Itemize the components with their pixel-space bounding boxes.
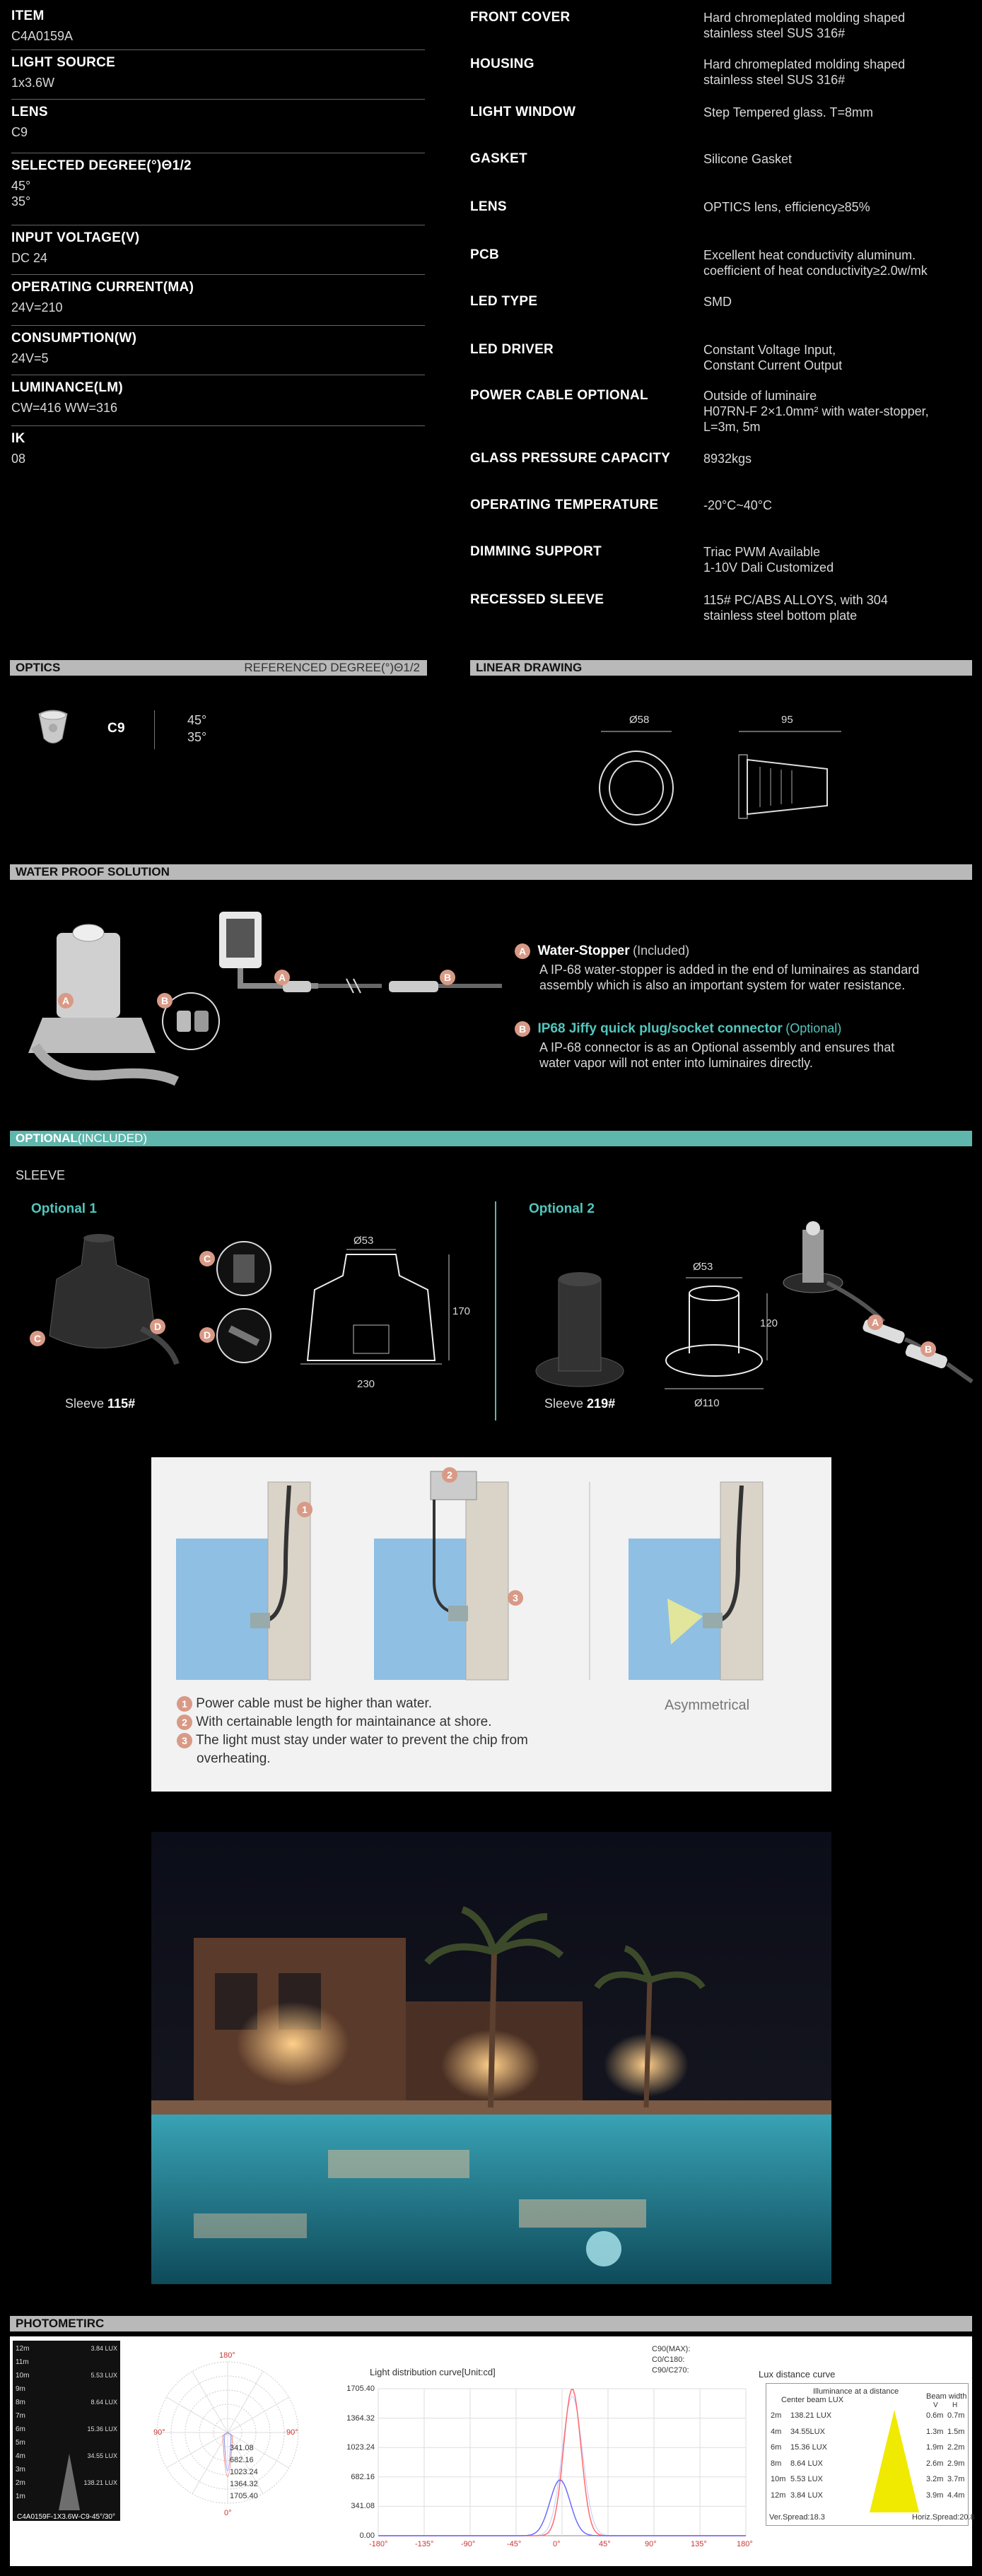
lux-row-h: 3.7m	[947, 2475, 965, 2483]
polar-left-label: 90°	[153, 2428, 165, 2437]
curve-x-tick: -180°	[369, 2540, 388, 2548]
lux-row-lux: 138.21 LUX	[790, 2411, 832, 2420]
sleeve-219-illustration	[534, 1265, 626, 1389]
lux-row-lux: 8.64 LUX	[790, 2459, 823, 2468]
sleeve-115-drawing	[293, 1247, 456, 1375]
spec-right-label: LENS	[470, 199, 507, 214]
lux-row-h: 4.4m	[947, 2490, 965, 2500]
waterproof-b-marker: B	[515, 1021, 530, 1037]
sleeve-219-dim-height: 120	[760, 1317, 778, 1329]
lux-row-d: 10m	[771, 2475, 786, 2483]
lux-row-v: 0.6m	[926, 2411, 944, 2420]
spec-right-label: LED TYPE	[470, 294, 538, 309]
light-distribution-curve	[325, 2375, 764, 2565]
ruler-distance: 8m	[16, 2399, 25, 2406]
sleeve-115-dim-top: Ø53	[353, 1235, 374, 1247]
ruler-distance: 2m	[16, 2479, 25, 2487]
spec-divider	[11, 325, 425, 326]
polar-right-label: 90°	[286, 2428, 298, 2437]
waterproof-b-title: IP68 Jiffy quick plug/socket connector	[537, 1021, 783, 1036]
optional-callout-c-2: C	[30, 1331, 45, 1346]
optional-bar-title: OPTIONAL	[16, 1131, 78, 1145]
spec-right-value: Constant Voltage Input,	[703, 343, 836, 357]
spec-left-value: C4A0159A	[11, 29, 74, 43]
spec-left-value: C9	[11, 125, 28, 139]
spec-right-value: Hard chromeplated molding shaped	[703, 11, 906, 25]
curve-legend-item: C90/C270:	[652, 2366, 689, 2375]
linear-dim-diameter: Ø58	[629, 714, 650, 726]
spec-left-label: OPERATING CURRENT(MA)	[11, 280, 194, 295]
polar-top-label: 180°	[219, 2351, 235, 2360]
spec-right-value2: Constant Current Output	[703, 358, 843, 372]
lux-row-d: 4m	[771, 2427, 782, 2436]
pool-night-photo	[151, 1832, 831, 2284]
optional-1-title: Optional 1	[31, 1201, 97, 1216]
lux-row-lux: 3.84 LUX	[790, 2490, 823, 2500]
waterproof-a-block	[515, 943, 967, 993]
ruler-distance: 9m	[16, 2385, 25, 2393]
optional-bar-note: (INCLUDED)	[77, 1131, 148, 1145]
sleeve-115-label	[65, 1396, 135, 1411]
install-note-3-marker: 3	[177, 1733, 192, 1748]
ruler-distance: 1m	[16, 2493, 25, 2500]
install-note-2-marker: 2	[177, 1715, 192, 1730]
ruler-lux: 3.84 LUX	[90, 2345, 117, 2352]
install-diagram-marker-2: 2	[442, 1467, 457, 1483]
waterproof-callout-a: A	[274, 970, 290, 985]
spec-right-value: Silicone Gasket	[703, 152, 793, 166]
lux-hor-spread: Horiz.Spread:20.8	[912, 2513, 975, 2522]
ruler-distance: 3m	[16, 2466, 25, 2474]
lux-row-lux: 34.55LUX	[790, 2427, 825, 2436]
lux-table-head-v: V	[933, 2401, 938, 2409]
curve-x-tick: -135°	[415, 2540, 434, 2548]
spec-left-value: 24V=5	[11, 351, 49, 365]
ruler-lux: 34.55 LUX	[87, 2452, 117, 2459]
waterproof-bar	[10, 864, 972, 880]
lux-row-v: 3.9m	[926, 2490, 944, 2500]
spec-divider	[11, 99, 425, 100]
spec-right-value: Step Tempered glass. T=8mm	[703, 105, 873, 119]
lux-table-head-3: Beam width	[926, 2392, 967, 2401]
waterproof-b-block	[515, 1021, 967, 1071]
lux-row-h: 2.2m	[947, 2443, 965, 2452]
optional-callout-d-2: D	[150, 1319, 165, 1334]
waterproof-a-title: Water-Stopper	[537, 943, 630, 958]
waterproof-a-text-2: assembly which is also an important system for water resistance.	[539, 978, 906, 992]
spec-left-value: 1x3.6W	[11, 76, 55, 90]
spec-right-label: FRONT COVER	[470, 10, 571, 25]
optics-divider	[154, 710, 155, 749]
spec-divider	[11, 49, 425, 50]
curve-x-tick: 0°	[553, 2540, 561, 2548]
ruler-lux: 8.64 LUX	[90, 2399, 117, 2406]
optics-bar-right: REFERENCED DEGREE(°)Θ1/2	[244, 661, 420, 674]
waterproof-callout-a-2: A	[58, 993, 74, 1008]
spec-right-label: GLASS PRESSURE CAPACITY	[470, 451, 671, 466]
linear-drawing-bar	[470, 660, 972, 676]
optional-callout-b: B	[920, 1341, 936, 1357]
ruler-distance: 4m	[16, 2452, 25, 2460]
lux-ruler-model: C4A0159F-1X3.6W-C9-45°/30°	[17, 2513, 115, 2521]
spec-right-value: Hard chromeplated molding shaped	[703, 57, 906, 71]
spec-right-label: LIGHT WINDOW	[470, 105, 576, 119]
spec-left-value-2: 35°	[11, 194, 31, 208]
optics-degree-1: 45°	[187, 713, 207, 727]
optional-bar	[10, 1131, 972, 1146]
lux-row-v: 3.2m	[926, 2475, 944, 2483]
spec-left-value: CW=416 WW=316	[11, 401, 118, 415]
sleeve-115-label-text: Sleeve	[65, 1396, 108, 1411]
sleeve-219-dim-bottom: Ø110	[694, 1397, 720, 1409]
spec-right-value2: stainless steel SUS 316#	[703, 73, 846, 87]
spec-left-label: IK	[11, 431, 25, 446]
lux-row-h: 0.7m	[947, 2411, 965, 2420]
spec-right-value: -20°C~40°C	[703, 498, 772, 512]
lux-row-h: 1.5m	[947, 2427, 965, 2436]
polar-value: 1364.32	[230, 2480, 258, 2488]
spec-right-value: Triac PWM Available	[703, 545, 821, 559]
waterproof-callout-b: B	[440, 970, 455, 985]
polar-bottom-label: 0°	[224, 2509, 232, 2517]
optics-degree-2: 35°	[187, 730, 207, 744]
lux-table-head-h: H	[952, 2401, 958, 2409]
spec-right-value: OPTICS lens, efficiency≥85%	[703, 200, 870, 214]
optional-2-title: Optional 2	[529, 1201, 595, 1216]
curve-y-tick: 341.08	[351, 2502, 375, 2511]
install-note-1-text: Power cable must be higher than water.	[196, 1696, 433, 1711]
spec-right-value2: stainless steel SUS 316#	[703, 26, 846, 40]
spec-right-label: OPERATING TEMPERATURE	[470, 498, 659, 512]
sleeve-219-drawing	[661, 1276, 774, 1396]
curve-y-tick: 682.16	[351, 2472, 375, 2481]
spec-right-value: Outside of luminaire	[703, 389, 817, 403]
curve-legend-item: C90(MAX):	[652, 2345, 691, 2353]
curve-x-tick: -45°	[507, 2540, 522, 2548]
spec-right-value2: stainless steel bottom plate	[703, 608, 858, 623]
spec-right-label: LED DRIVER	[470, 342, 554, 357]
spec-left-value: 08	[11, 452, 26, 466]
spec-left-value: DC 24	[11, 251, 48, 265]
spec-divider	[11, 274, 425, 275]
curve-y-tick: 1023.24	[346, 2443, 375, 2452]
spec-left-label: LENS	[11, 105, 48, 119]
install-note-2-text: With certainable length for maintainance at shore.	[196, 1715, 492, 1729]
spec-right-label: GASKET	[470, 151, 527, 166]
install-note-3	[177, 1731, 615, 1750]
ruler-distance: 7m	[16, 2412, 25, 2420]
lux-row-d: 8m	[771, 2459, 782, 2468]
sleeve-219-label	[544, 1396, 615, 1411]
sleeve-115-dim-height: 170	[452, 1305, 471, 1317]
lens-icon	[35, 707, 71, 749]
spec-right-value: Excellent heat conductivity aluminum.	[703, 248, 916, 262]
install-note-2	[177, 1713, 615, 1731]
lux-row-v: 1.3m	[926, 2427, 944, 2436]
sleeve-115-illustration	[35, 1230, 276, 1371]
waterproof-a-text-1: A IP-68 water-stopper is added in the end of luminaires as standard	[539, 963, 920, 977]
curve-x-tick: 45°	[599, 2540, 611, 2548]
curve-x-tick: 90°	[645, 2540, 657, 2548]
spec-right-label: HOUSING	[470, 57, 534, 71]
lux-row-d: 6m	[771, 2443, 782, 2452]
optional-divider	[495, 1201, 496, 1421]
lux-row-lux: 5.53 LUX	[790, 2475, 823, 2483]
optional-callout-a: A	[867, 1315, 883, 1330]
lux-row-h: 2.9m	[947, 2459, 965, 2468]
install-diagram-marker-1: 1	[297, 1502, 312, 1517]
curve-title: Light distribution curve[Unit:cd]	[370, 2367, 496, 2377]
lux-row-v: 2.6m	[926, 2459, 944, 2468]
waterproof-b-note: (Optional)	[785, 1021, 842, 1035]
install-notes	[177, 1695, 615, 1768]
polar-value: 682.16	[230, 2456, 254, 2464]
lux-row-lux: 15.36 LUX	[790, 2443, 827, 2452]
sleeve-219-dim-top: Ø53	[693, 1261, 713, 1273]
polar-value: 341.08	[230, 2444, 254, 2452]
ruler-lux: 138.21 LUX	[83, 2479, 117, 2486]
optics-bar	[10, 660, 427, 676]
lux-table-head-1: Illuminance at a distance	[813, 2387, 899, 2396]
lux-ver-spread: Ver.Spread:18.3	[769, 2513, 825, 2522]
install-note-3-text: The light must stay under water to prevent the chip from	[195, 1733, 528, 1748]
polar-plot	[152, 2348, 304, 2517]
spec-left-label: LIGHT SOURCE	[11, 55, 116, 70]
spec-right-value: 8932kgs	[703, 452, 752, 466]
ruler-distance: 10m	[16, 2372, 30, 2380]
sleeve-heading: SLEEVE	[16, 1168, 66, 1182]
spec-left-value: 24V=210	[11, 300, 63, 314]
polar-value: 1705.40	[230, 2492, 258, 2500]
spec-right-value2: H07RN-F 2×1.0mm² with water-stopper,	[703, 404, 929, 418]
waterproof-a-note: (Included)	[633, 943, 690, 958]
spec-left-label: INPUT VOLTAGE(V)	[11, 230, 140, 245]
lux-row-d: 2m	[771, 2411, 782, 2420]
curve-x-tick: 135°	[691, 2540, 707, 2548]
curve-legend-item: C0/C180:	[652, 2356, 685, 2364]
linear-drawing-svg	[594, 728, 863, 827]
waterproof-a-marker: A	[515, 943, 530, 959]
spec-right-value2: 1-10V Dali Customized	[703, 560, 834, 575]
sleeve-219-number: 219#	[587, 1396, 616, 1411]
lux-table-title: Lux distance curve	[759, 2369, 836, 2380]
spec-right-label: DIMMING SUPPORT	[470, 544, 602, 559]
install-diagram-marker-3: 3	[508, 1590, 523, 1606]
linear-dim-height: 95	[781, 714, 793, 726]
photometric-bar-title: PHOTOMETIRC	[16, 2317, 105, 2330]
sleeve-115-number: 115#	[107, 1396, 136, 1411]
curve-y-tick: 1364.32	[346, 2413, 375, 2423]
spec-left-label: SELECTED DEGREE(°)Θ1/2	[11, 158, 192, 173]
spec-right-label: PCB	[470, 247, 500, 262]
curve-x-tick: -90°	[461, 2540, 476, 2548]
spec-left-label: CONSUMPTION(W)	[11, 331, 137, 346]
spec-divider	[11, 425, 425, 426]
spec-right-label: POWER CABLE OPTIONAL	[470, 388, 648, 403]
optional-callout-d: D	[199, 1327, 215, 1343]
spec-right-value2: coefficient of heat conductivity≥2.0w/mk	[703, 264, 928, 278]
install-note-1	[177, 1695, 615, 1713]
lux-ruler-beam	[55, 2454, 83, 2510]
sleeve-219-label-text: Sleeve	[544, 1396, 588, 1411]
optics-bar-title: OPTICS	[16, 661, 61, 674]
curve-y-tick: 0.00	[359, 2531, 375, 2540]
photometric-bar	[10, 2316, 972, 2331]
lux-row-v: 1.9m	[926, 2443, 944, 2452]
lux-row-d: 12m	[771, 2490, 786, 2500]
optional-callout-c: C	[199, 1251, 215, 1266]
ruler-lux: 15.36 LUX	[87, 2425, 117, 2433]
waterproof-illustration	[14, 905, 509, 1088]
waterproof-b-text-1: A IP-68 connector is as an Optional assembly and ensures that	[539, 1040, 895, 1054]
lux-table-beam	[870, 2410, 919, 2512]
ruler-distance: 11m	[16, 2358, 29, 2366]
install-note-1-marker: 1	[177, 1696, 192, 1712]
spec-left-label: LUMINANCE(LM)	[11, 380, 123, 395]
waterproof-bar-title: WATER PROOF SOLUTION	[16, 865, 170, 878]
ruler-distance: 12m	[16, 2345, 30, 2353]
install-asymmetrical-label: Asymmetrical	[665, 1698, 750, 1713]
spec-right-value: SMD	[703, 295, 732, 309]
lux-ruler	[13, 2341, 120, 2521]
lux-table-head-2: Center beam LUX	[781, 2396, 844, 2404]
spec-left-value: 45°	[11, 179, 31, 193]
ruler-distance: 5m	[16, 2439, 25, 2447]
connector-illustration	[778, 1216, 976, 1406]
spec-left-label: ITEM	[11, 8, 45, 23]
ruler-distance: 6m	[16, 2425, 25, 2433]
waterproof-callout-b-2: B	[157, 993, 173, 1008]
waterproof-b-text-2: water vapor will not enter into luminaires directly.	[539, 1056, 813, 1070]
polar-value: 1023.24	[230, 2468, 258, 2476]
curve-x-tick: 180°	[737, 2540, 753, 2548]
spec-right-value: 115# PC/ABS ALLOYS, with 304	[703, 593, 888, 607]
optics-lens-name: C9	[107, 721, 125, 736]
spec-right-value3: L=3m, 5m	[703, 420, 761, 434]
linear-drawing-title: LINEAR DRAWING	[476, 661, 583, 674]
spec-right-label: RECESSED SLEEVE	[470, 592, 604, 607]
sleeve-115-dim-width: 230	[357, 1378, 375, 1390]
ruler-lux: 5.53 LUX	[90, 2372, 117, 2379]
curve-y-tick: 1705.40	[346, 2384, 375, 2393]
install-note-3-cont: overheating.	[197, 1751, 271, 1766]
